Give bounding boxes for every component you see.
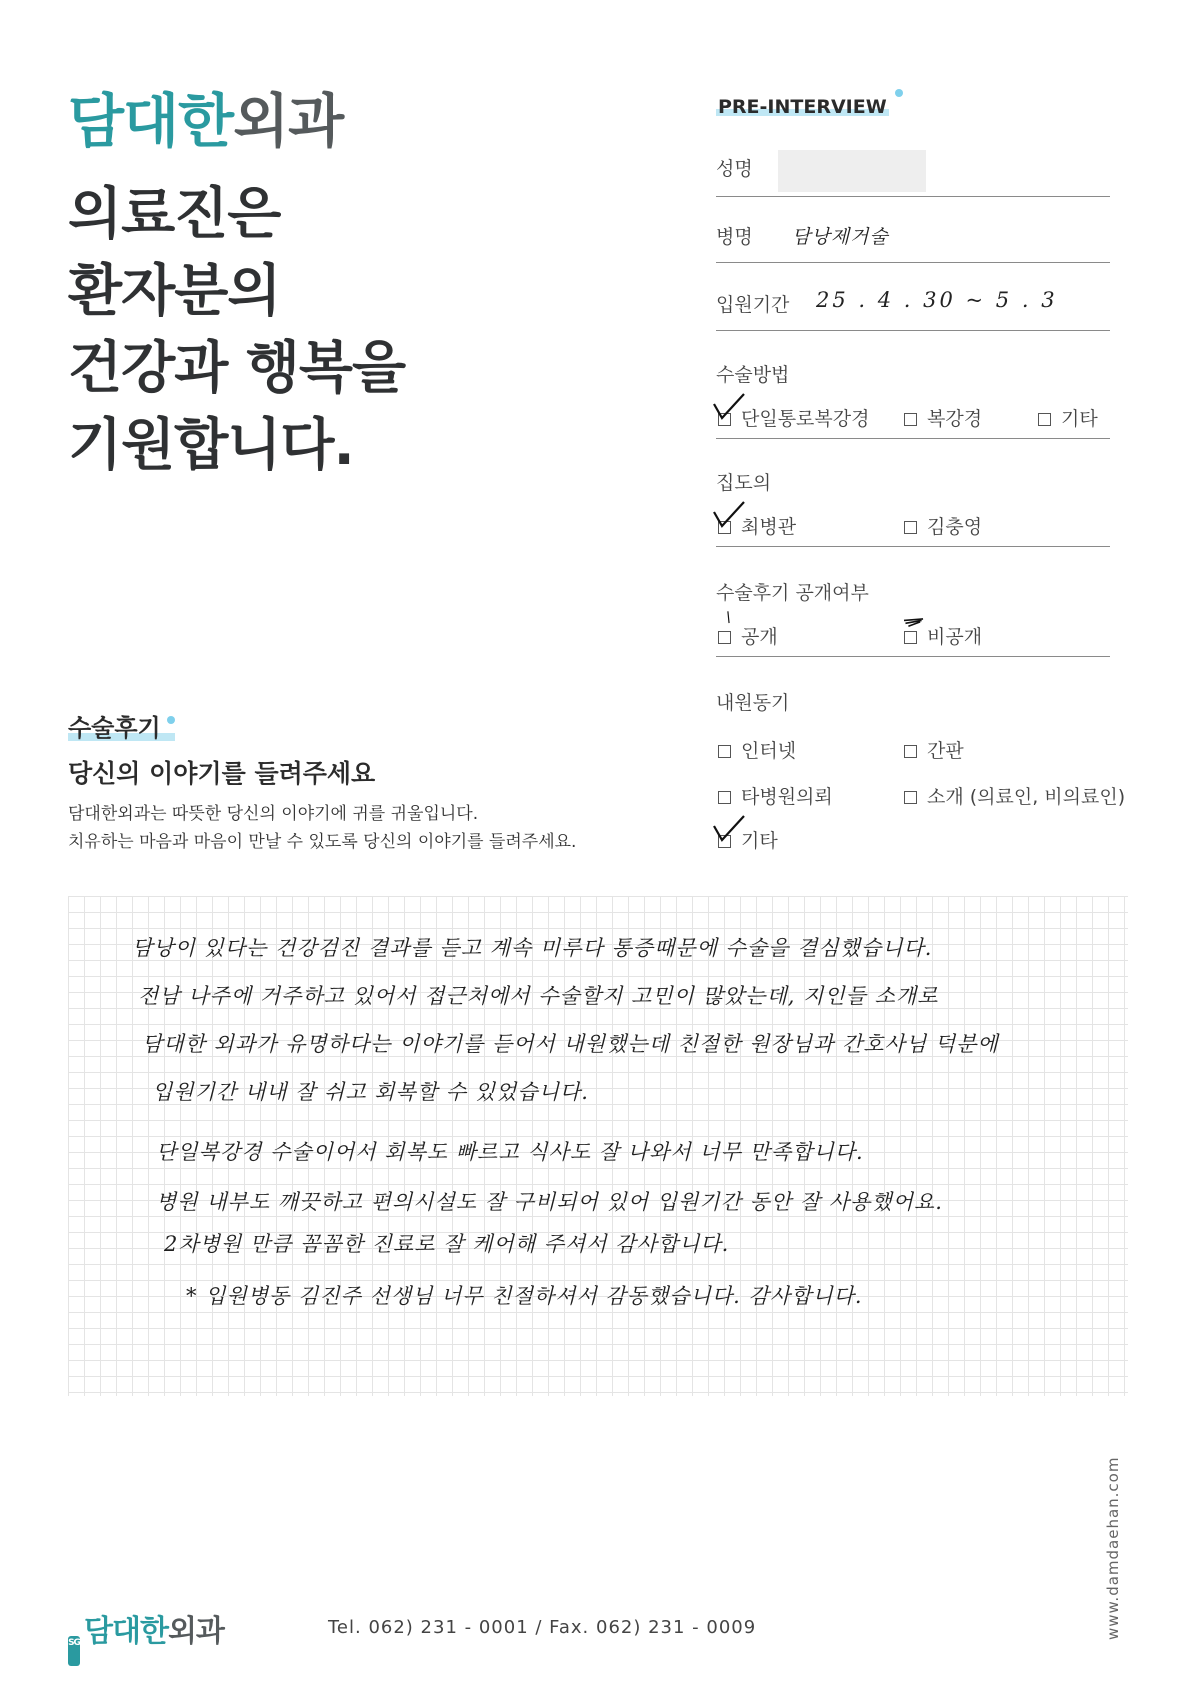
motive-option-other[interactable]: 기타	[718, 826, 778, 853]
motive-option-introduction[interactable]: 소개 (의료인, 비의료인)	[904, 782, 1125, 809]
checkbox[interactable]	[904, 791, 917, 804]
check-mark-icon	[712, 392, 746, 422]
handwriting-line: 전남 나주에 거주하고 있어서 접근처에서 수술할지 고민이 많았는데, 지인들 소개로	[138, 984, 939, 1008]
handwriting-line: 단일복강경 수술이어서 회복도 빠르고 식사도 잘 나와서 너무 만족합니다.	[156, 1140, 864, 1164]
headline-line: 건강과 행복을	[68, 336, 406, 401]
review-public-row	[716, 614, 1110, 657]
checkbox[interactable]	[1038, 413, 1051, 426]
headline	[68, 176, 405, 484]
accent-dot-icon	[167, 716, 175, 724]
motive-option-signboard[interactable]: 간판	[904, 736, 964, 763]
checkbox[interactable]	[904, 413, 917, 426]
handwriting-line: 담대한 외과가 유명하다는 이야기를 듣어서 내원했는데 친절한 원장님과 간호사님 덕분에	[142, 1032, 999, 1056]
stray-mark-icon	[722, 604, 742, 634]
headline-line: 의료진은	[68, 182, 281, 247]
surgery-method-label: 수술방법	[716, 364, 790, 386]
review-option-private[interactable]: 비공개	[904, 622, 982, 649]
surgeon-label: 집도의	[716, 472, 772, 494]
check-mark-icon	[900, 616, 930, 638]
footer-contact: Tel. 062) 231 - 0001 / Fax. 062) 231 - 0009	[328, 1617, 757, 1638]
name-label: 성명	[716, 158, 753, 180]
disease-label: 병명	[716, 226, 753, 248]
handwriting-line: 입원기간 내내 잘 쉬고 회복할 수 있었습니다.	[152, 1080, 589, 1104]
headline-line: 기원합니다.	[68, 413, 354, 478]
review-description	[68, 800, 576, 856]
accent-dot-icon	[895, 89, 903, 97]
period-label: 입원기간	[716, 294, 790, 316]
checkbox[interactable]	[718, 745, 731, 758]
surgery-method-row	[716, 396, 1110, 439]
surgery-option-single-port[interactable]: 단일통로복강경	[718, 404, 869, 431]
review-heading: 수술후기	[68, 708, 175, 743]
handwriting-line: 2차병원 만큼 꼼꼼한 진료로 잘 케어해 주셔서 감사합니다.	[164, 1232, 730, 1256]
check-mark-icon	[712, 500, 746, 530]
review-desc-line: 담대한외과는 따뜻한 당신의 이야기에 귀를 귀울입니다.	[68, 804, 479, 824]
form-heading: PRE-INTERVIEW	[718, 96, 887, 118]
motive-option-internet[interactable]: 인터넷	[718, 736, 796, 763]
surgery-option-other[interactable]: 기타	[1038, 404, 1098, 431]
checkbox[interactable]	[904, 745, 917, 758]
brand-title	[68, 87, 344, 155]
surgeon-row	[716, 504, 1110, 547]
period-value[interactable]: 25 . 4 . 30 ~ 5 . 3	[816, 288, 1058, 312]
review-public-label: 수술후기 공개여부	[716, 582, 869, 604]
checkbox[interactable]	[718, 791, 731, 804]
pre-interview-form	[716, 96, 1126, 852]
surgeon-option-kim[interactable]: 김충영	[904, 512, 982, 539]
disease-row	[716, 216, 1110, 263]
disease-value[interactable]: 담낭제거술	[792, 226, 889, 248]
visit-motive-label: 내원동기	[716, 692, 790, 714]
handwriting-line: * 입원병동 김진주 선생님 너무 친절하셔서 감동했습니다. 감사합니다.	[186, 1284, 863, 1308]
review-option-public[interactable]: 공개	[718, 622, 778, 649]
footer-logo: SG 담대한외과	[68, 1606, 224, 1666]
website-url: www.damdaehan.com	[1104, 1456, 1122, 1640]
surgeon-option-choi[interactable]: 최병관	[718, 512, 796, 539]
surgery-option-laparoscopic[interactable]: 복강경	[904, 404, 982, 431]
review-subtitle: 당신의 이야기를 들려주세요	[68, 759, 376, 788]
handwriting-grid[interactable]	[68, 896, 1128, 1396]
period-row	[716, 282, 1110, 331]
name-redaction	[778, 150, 926, 192]
handwriting-line: 병원 내부도 깨끗하고 편의시설도 잘 구비되어 있어 입원기간 동안 잘 사용했어요.	[156, 1190, 943, 1214]
logo-mark-icon: SG	[68, 1636, 80, 1666]
brand-name-teal: 담대한	[68, 87, 234, 155]
motive-option-referral[interactable]: 타병원의뢰	[718, 782, 833, 809]
review-desc-line: 치유하는 마음과 마음이 만날 수 있도록 당신의 이야기를 들려주세요.	[68, 832, 577, 852]
check-mark-icon	[712, 814, 746, 844]
checkbox[interactable]	[904, 521, 917, 534]
brand-name-gray: 외과	[233, 87, 344, 155]
handwriting-line: 담낭이 있다는 건강검진 결과를 듣고 계속 미루다 통증때문에 수술을 결심했습니다.	[132, 936, 933, 960]
headline-line: 환자분의	[68, 259, 281, 324]
